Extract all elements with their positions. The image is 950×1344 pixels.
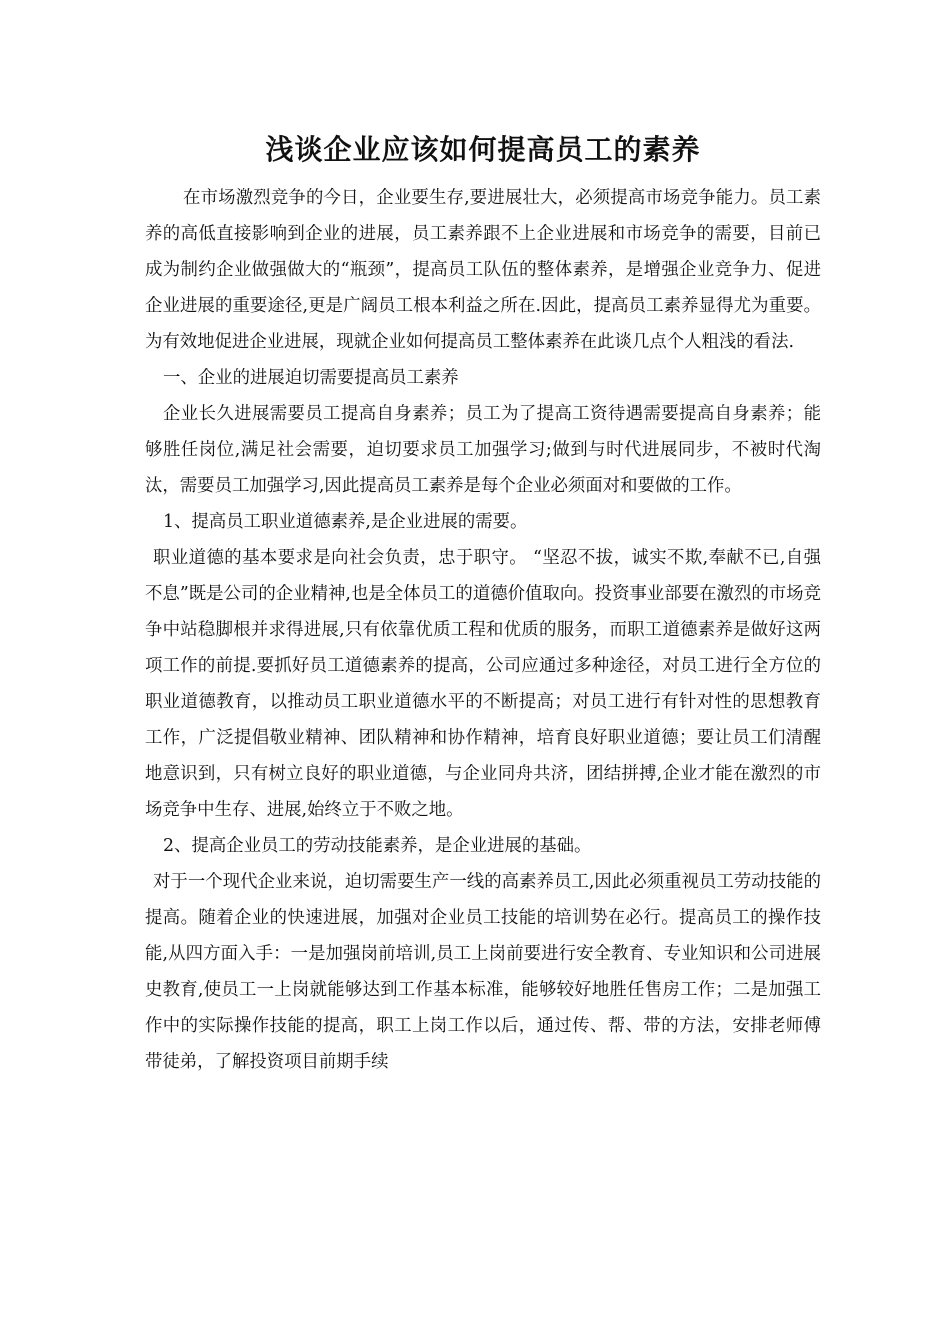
subsection-1-paragraph: 职业道德的基本要求是向社会负责，忠于职守。 “坚忍不拔，诚实不欺,奉献不已,自强不息”既是公司的企业精神,也是全体员工的道德价值取向。投资事业部要在激烈的市场竞争中站稳脚根并求得进展,只有依靠优质工程和优质的服务，而职工道德素养是做好这两项工作的前提.要抓好员工道德素养的提高，公司应通过多种途径，对员工进行全方位的职业道德教育，以推动员工职业道德水平的不断提高；对员工进行有针对性的思想教育工作，广泛提倡敬业精神、团队精神和协作精神，培育良好职业道德；要让员工们清醒地意识到，只有树立良好的职业道德，与企业同舟共济，团结拼搏,企业才能在激烈的市场竞争中生存、进展,始终立于不败之地。 [145, 548, 821, 820]
section-1-paragraph: 企业长久进展需要员工提高自身素养；员工为了提高工资待遇需要提高自身素养；能够胜任岗位,满足社会需要，迫切要求员工加强学习;做到与时代进展同步，不被时代淘汰，需要员工加强学习,因此提高员工素养是每个企业必须面对和要做的工作。 [145, 404, 821, 496]
subsection-heading-2: 2、提高企业员工的劳动技能素养，是企业进展的基础。 [163, 836, 592, 856]
subsection-2-paragraph: 对于一个现代企业来说，迫切需要生产一线的高素养员工,因此必须重视员工劳动技能的提高。随着企业的快速进展，加强对企业员工技能的培训势在必行。提高员工的操作技能,从四方面入手：一是加强岗前培训,员工上岗前要进行安全教育、专业知识和公司进展史教育,使员工一上岗就能够达到工作基本标准，能够较好地胜任售房工作；二是加强工作中的实际操作技能的提高，职工上岗工作以后，通过传、帮、带的方法，安排老师傅带徒弟，了解投资项目前期手续 [145, 872, 821, 1072]
intro-paragraph: 在市场激烈竞争的今日，企业要生存,要进展壮大，必须提高市场竞争能力。员工素养的高低直接影响到企业的进展，员工素养跟不上企业进展和市场竞争的需要，目前已成为制约企业做强做大的“瓶颈”，提高员工队伍的整体素养，是增强企业竞争力、促进企业进展的重要途径,更是广阔员工根本利益之所在.因此，提高员工素养显得尤为重要。为有效地促进企业进展，现就企业如何提高员工整体素养在此谈几点个人粗浅的看法. [145, 188, 821, 352]
subsection-heading-1: 1、提高员工职业道德素养,是企业进展的需要。 [163, 512, 528, 532]
document-page [145, 128, 821, 1080]
document-title: 浅谈企业应该如何提高员工的素养 [265, 133, 701, 166]
section-heading-1: 一、企业的进展迫切需要提高员工素养 [163, 368, 459, 388]
